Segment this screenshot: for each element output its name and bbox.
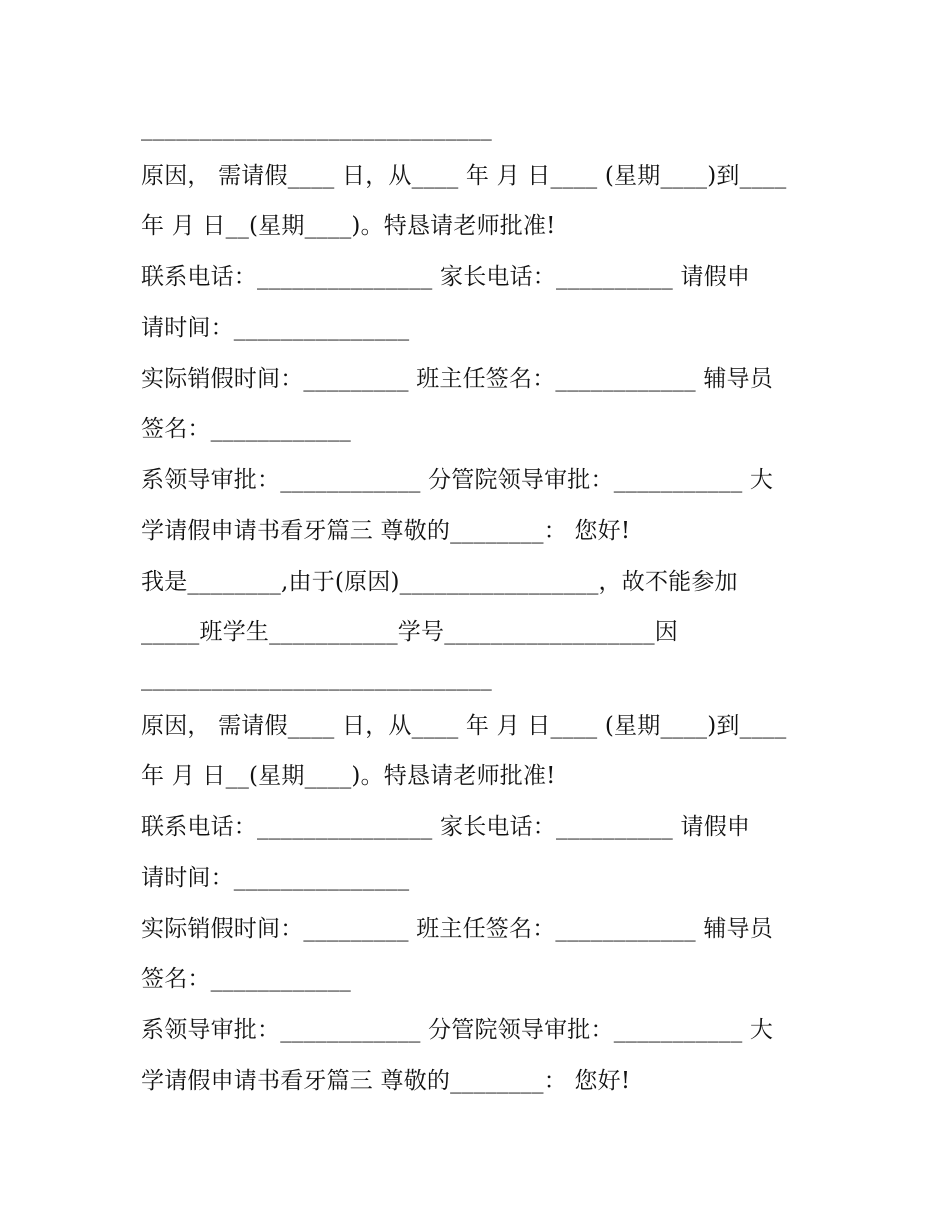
contact-phone-line-2: 联系电话：_______________ 家长电话：__________ 请假申 xyxy=(141,814,751,840)
intro-reason-line: 我是________,由于(原因)_________________，故不能参加 xyxy=(141,569,738,595)
application-time-line-2: 请时间：_______________ xyxy=(141,865,410,891)
department-approval-line: 系领导审批：____________ 分管院领导审批：___________ 大 xyxy=(141,467,774,493)
blank-rule-line: ______________________________ xyxy=(141,115,492,141)
actual-return-time-line: 实际销假时间：_________ 班主任签名：____________ 辅导员 xyxy=(141,366,773,392)
counselor-signature-line-2: 签名：____________ xyxy=(141,966,351,992)
leave-date-line-2: 年 月 日__(星期____)。特恳请老师批准! xyxy=(141,763,556,789)
title-greeting-line: 学请假申请书看牙篇三 尊敬的________： 您好! xyxy=(141,518,631,544)
counselor-signature-line: 签名：____________ xyxy=(141,416,351,442)
application-time-line: 请时间：_______________ xyxy=(141,315,410,341)
department-approval-line-2: 系领导审批：____________ 分管院领导审批：___________ 大 xyxy=(141,1017,774,1043)
leave-date-line: 年 月 日__(星期____)。特恳请老师批准! xyxy=(141,213,556,239)
leave-reason-line: 原因， 需请假____ 日，从____ 年 月 日____ (星期____)到____ xyxy=(141,163,787,189)
contact-phone-line: 联系电话：_______________ 家长电话：__________ 请假申 xyxy=(141,264,751,290)
class-student-line: _____班学生___________学号__________________因 xyxy=(141,619,678,645)
title-greeting-line-2: 学请假申请书看牙篇三 尊敬的________： 您好! xyxy=(141,1068,631,1094)
actual-return-time-line-2: 实际销假时间：_________ 班主任签名：____________ 辅导员 xyxy=(141,916,773,942)
leave-reason-line-2: 原因， 需请假____ 日，从____ 年 月 日____ (星期____)到____ xyxy=(141,713,787,739)
blank-rule-line-2: ______________________________ xyxy=(141,665,492,691)
